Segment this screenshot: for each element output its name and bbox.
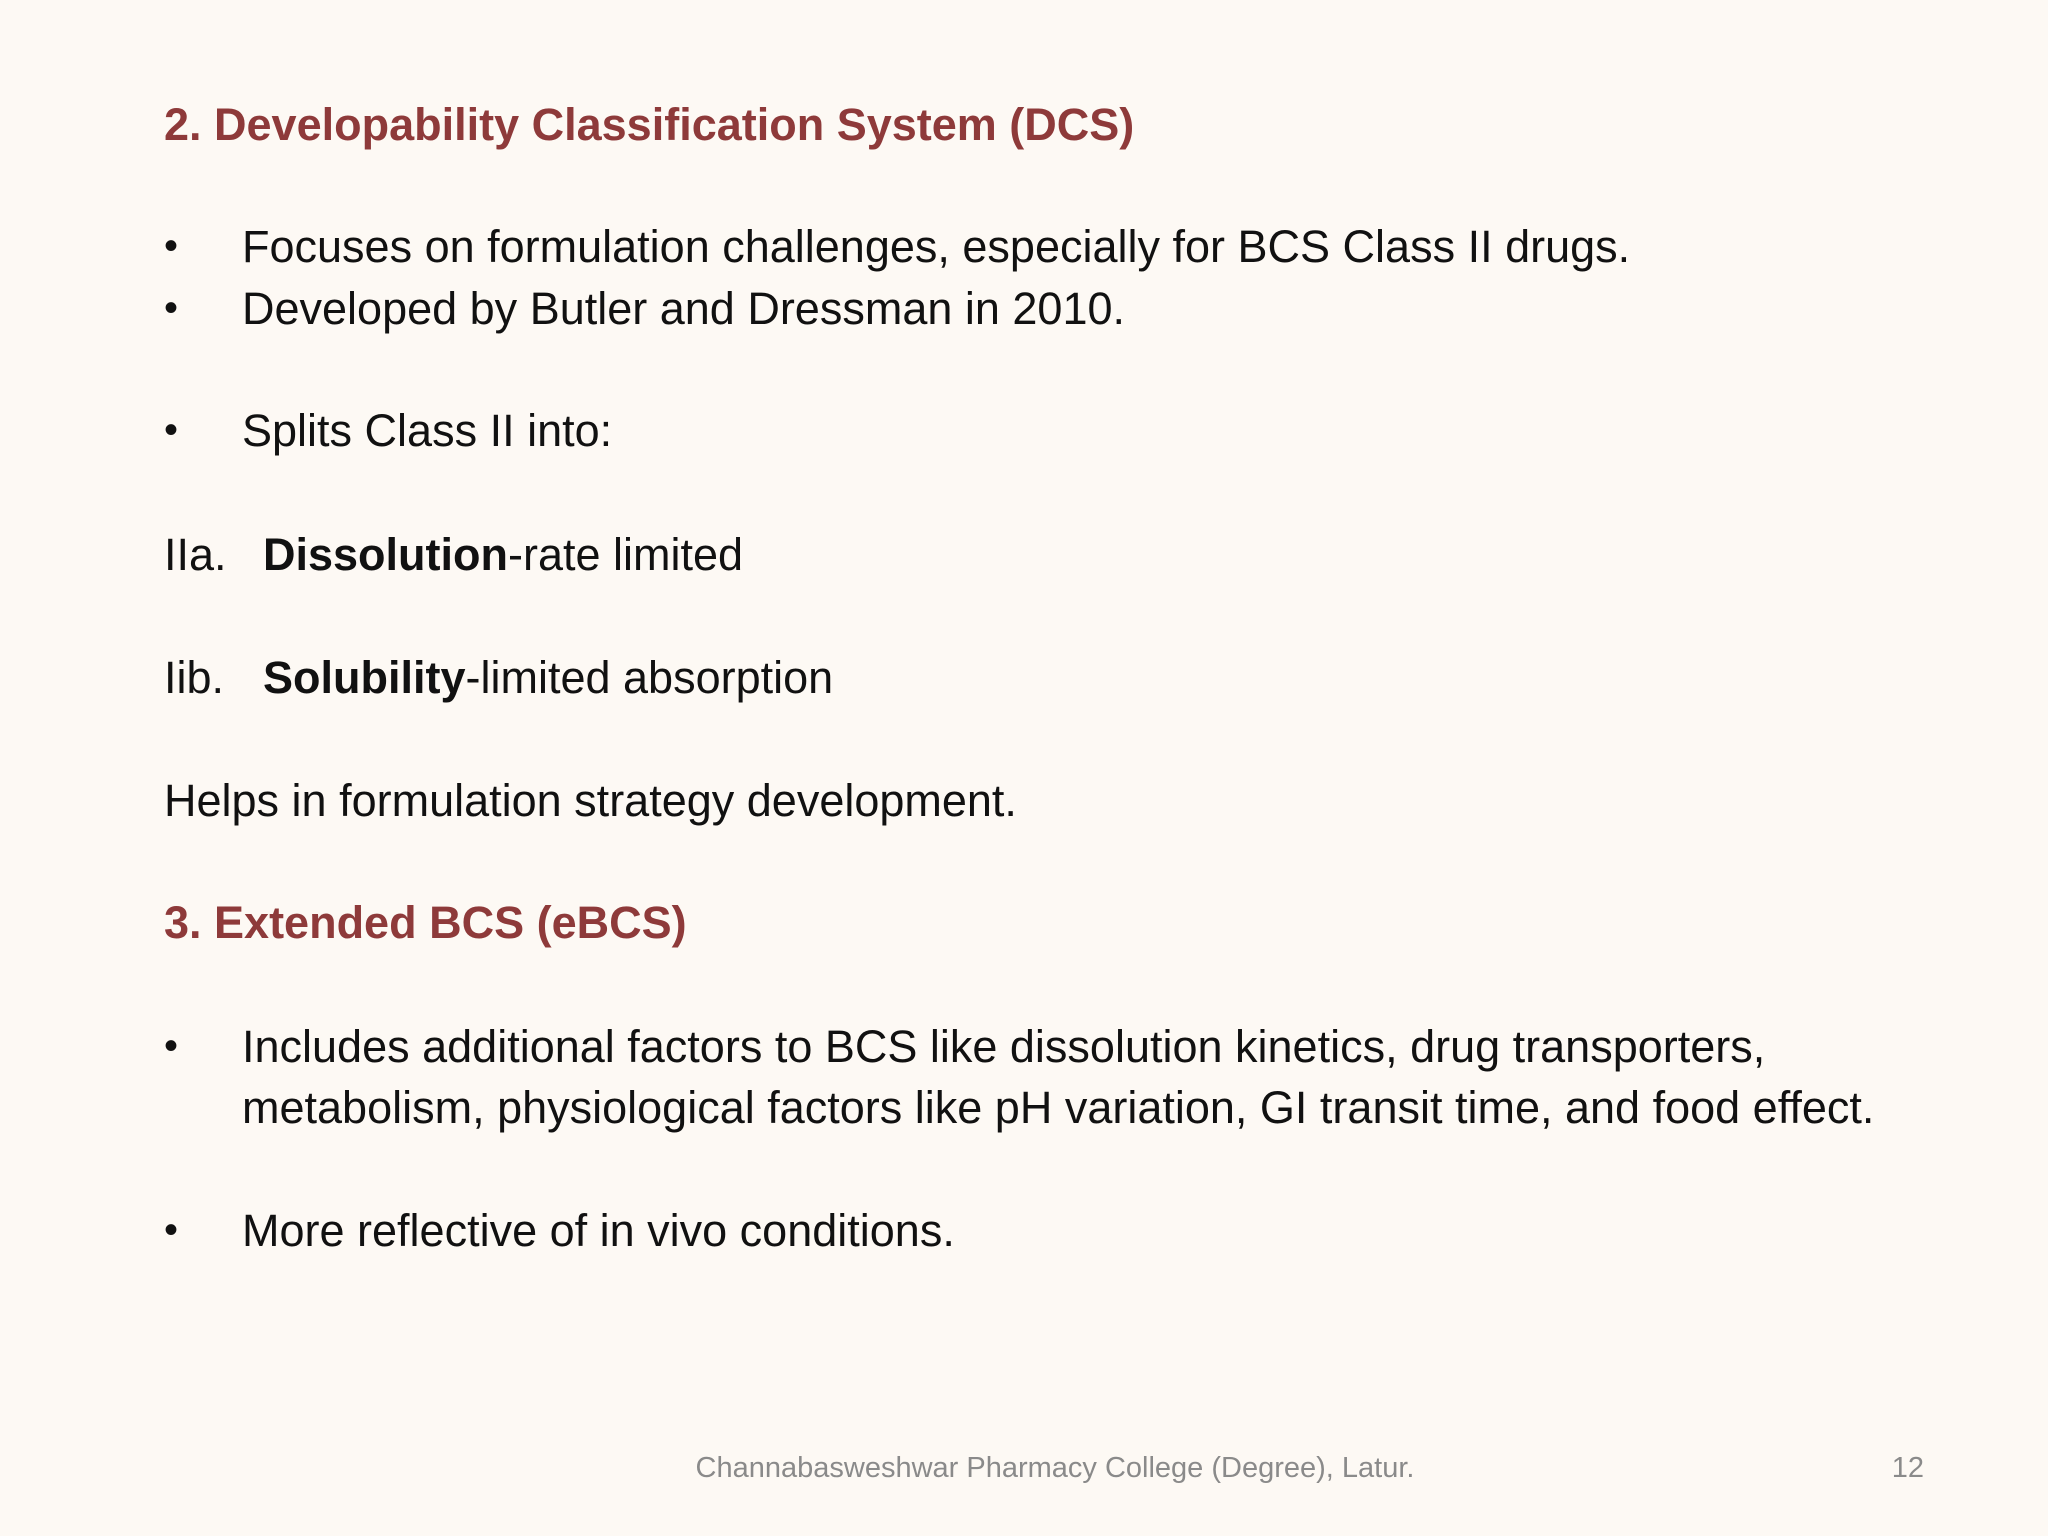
footer-text: Channabasweshwar Pharmacy College (Degree), Latur.	[695, 1452, 1415, 1484]
subclass-description: -limited absorption	[465, 652, 834, 703]
list-item-text: Developed by Butler and Dressman in 2010.	[242, 283, 1126, 334]
subclass-label: IIa.	[164, 529, 227, 580]
bullet-icon: •	[164, 224, 179, 268]
bullet-icon: •	[164, 286, 179, 330]
bullet-icon: •	[164, 408, 179, 452]
list-item-text: Focuses on formulation challenges, especially for BCS Class II drugs.	[242, 221, 1631, 272]
list-item-text: Splits Class II into:	[242, 405, 613, 456]
list-item-text: Includes additional factors to BCS like dissolution kinetics, drug transporters, metabolism, physiological factors like pH variation, GI transit time, and food effect.	[242, 1021, 1875, 1133]
bullet-icon: •	[164, 1024, 179, 1068]
bullet-icon: •	[164, 1208, 179, 1252]
subclass-item	[164, 652, 834, 703]
subclass-label: Iib.	[164, 652, 225, 703]
list-item-text: More reflective of in vivo conditions.	[242, 1205, 955, 1256]
subclass-item	[164, 529, 744, 580]
section-2-note: Helps in formulation strategy development.	[164, 775, 1017, 826]
subclass-keyword: Solubility	[263, 652, 466, 703]
page-number: 12	[1891, 1452, 1924, 1484]
section-2-heading: 2. Developability Classification System (DCS)	[164, 99, 1135, 150]
subclass-keyword: Dissolution	[263, 529, 508, 580]
subclass-description: -rate limited	[508, 529, 744, 580]
section-3-heading: 3. Extended BCS (eBCS)	[164, 897, 687, 948]
